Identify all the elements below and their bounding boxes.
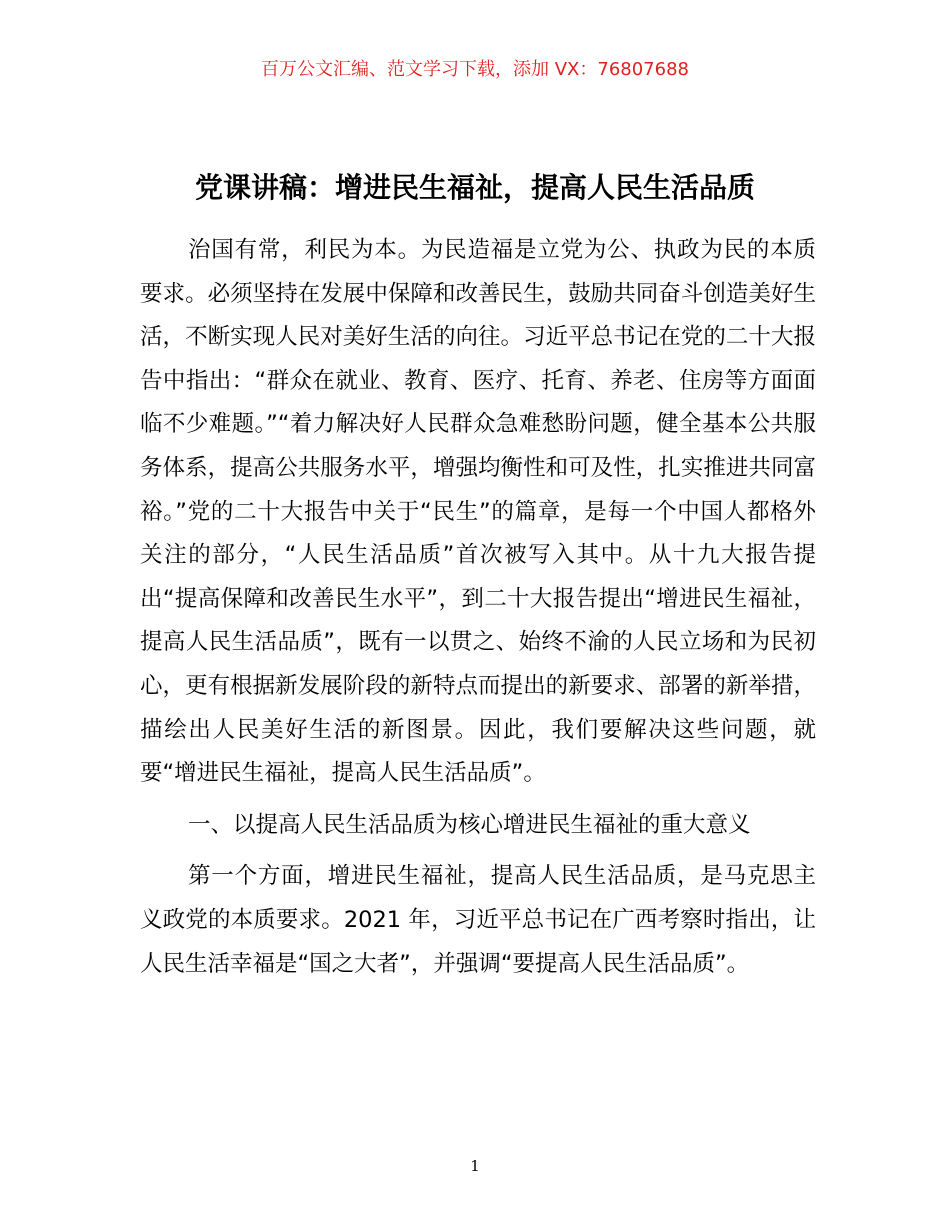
section-heading-1: 一、以提高人民生活品质为核心增进民生福祉的重大意义 [188, 811, 751, 838]
document-title: 党课讲稿：增进民生福祉，提高人民生活品质 [194, 171, 755, 204]
header-banner: 百万公文汇编、范文学习下载，添加 VX：76807688 [261, 59, 689, 80]
paragraph-intro: 治国有常，利民为本。为民造福是立党为公、执政为民的本质要求。必须坚持在发展中保障和改善民生，鼓励共同奋斗创造美好生活，不断实现人民对美好生活的向往。习近平总书记在党的二十大报告中指出：“群众在就业、教育、医疗、托育、养老、住房等方面面临不少难题。”“着力解决好人民群众急难愁盼问题，健全基本公共服务体系，提高公共服务水平，增强均衡性和可及性，扎实推进共同富裕。”党的二十大报告中关于“民生”的篇章，是每一个中国人都格外关注的部分，“人民生活品质”首次被写入其中。从十九大报告提出“提高保障和改善民生水平”，到二十大报告提出“增进民生福祉，提高人民生活品质”，既有一以贯之、始终不渝的人民立场和为民初心，更有根据新发展阶段的新特点而提出的新要求、部署的新举措，描绘出人民美好生活的新图景。因此，我们要解决这些问题，就要“增进民生福祉，提高人民生活品质”。 [140, 237, 816, 787]
document-body [140, 229, 816, 986]
paragraph-section-1-point-1: 第一个方面，增进民生福祉，提高人民生活品质，是马克思主义政党的本质要求。2021 年，习近平总书记在广西考察时指出，让人民生活幸福是“国之大者”，并强调“要提高人民生活品质”。 [140, 863, 816, 977]
page-number: 1 [470, 1157, 480, 1175]
